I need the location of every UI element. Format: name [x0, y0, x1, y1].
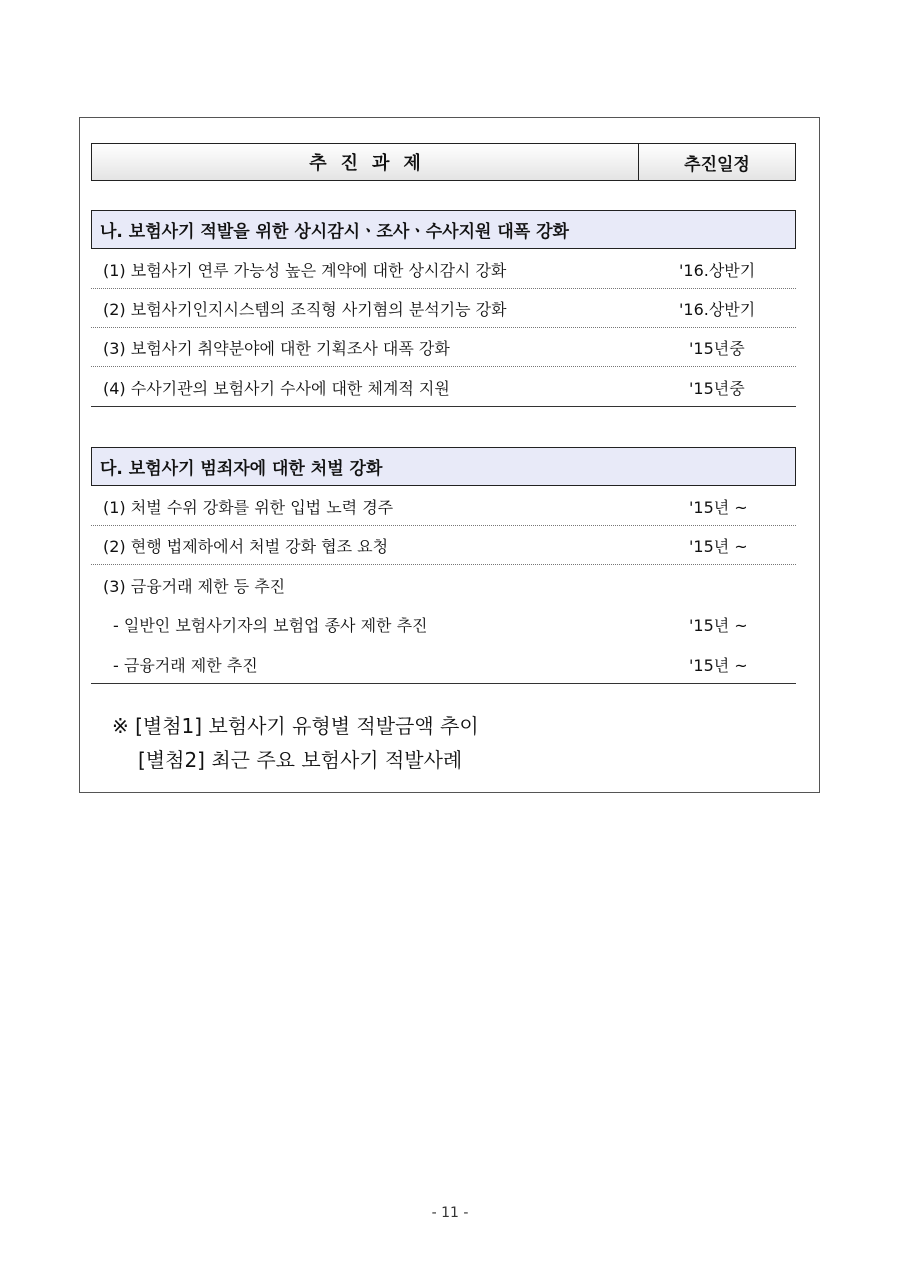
- row-schedule: '16.상반기: [679, 260, 756, 280]
- table-row: [91, 368, 796, 407]
- row-task: - 금융거래 제한 추진: [113, 655, 258, 675]
- row-task: (4) 수사기관의 보험사기 수사에 대한 체계적 지원: [103, 378, 450, 398]
- section-na-title: 나. 보험사기 적발을 위한 상시감시ㆍ조사ㆍ수사지원 대폭 강화: [91, 210, 796, 249]
- table-row: [91, 645, 796, 684]
- row-schedule: '16.상반기: [679, 299, 756, 319]
- row-task: (1) 보험사기 연루 가능성 높은 계약에 대한 상시감시 강화: [103, 260, 507, 280]
- table-row: [91, 566, 796, 605]
- header-schedule: 추진일정: [684, 154, 750, 175]
- appendix-note-1: ※ [별첨1] 보험사기 유형별 적발금액 추이: [112, 714, 479, 738]
- row-task: - 일반인 보험사기자의 보험업 종사 제한 추진: [113, 616, 428, 635]
- page-number: - 11 -: [431, 1205, 469, 1221]
- row-task: (1) 처벌 수위 강화를 위한 입법 노력 경주: [103, 497, 394, 517]
- table-row: [91, 487, 796, 526]
- appendix-note-2: [별첨2] 최근 주요 보험사기 적발사례: [138, 748, 463, 772]
- row-schedule: '15년 ~: [689, 497, 748, 517]
- header-task: 추진과제: [92, 144, 639, 180]
- table-row: [91, 328, 796, 367]
- row-schedule: '15년중: [689, 338, 745, 358]
- table-row: [91, 605, 796, 644]
- row-schedule: '15년중: [689, 378, 745, 398]
- row-schedule: '15년 ~: [689, 536, 748, 556]
- row-task: (2) 현행 법제하에서 처벌 강화 협조 요청: [103, 536, 389, 556]
- row-schedule: '15년 ~: [689, 655, 748, 675]
- table-row: [91, 289, 796, 328]
- row-task: (2) 보험사기인지시스템의 조직형 사기혐의 분석기능 강화: [103, 299, 507, 319]
- table-header: [91, 143, 796, 181]
- table-row: [91, 526, 796, 565]
- row-task: (3) 보험사기 취약분야에 대한 기획조사 대폭 강화: [103, 338, 450, 358]
- row-schedule: '15년 ~: [689, 616, 748, 635]
- row-task: (3) 금융거래 제한 등 추진: [103, 577, 286, 596]
- table-row: [91, 250, 796, 289]
- section-da-title: 다. 보험사기 범죄자에 대한 처벌 강화: [91, 447, 796, 486]
